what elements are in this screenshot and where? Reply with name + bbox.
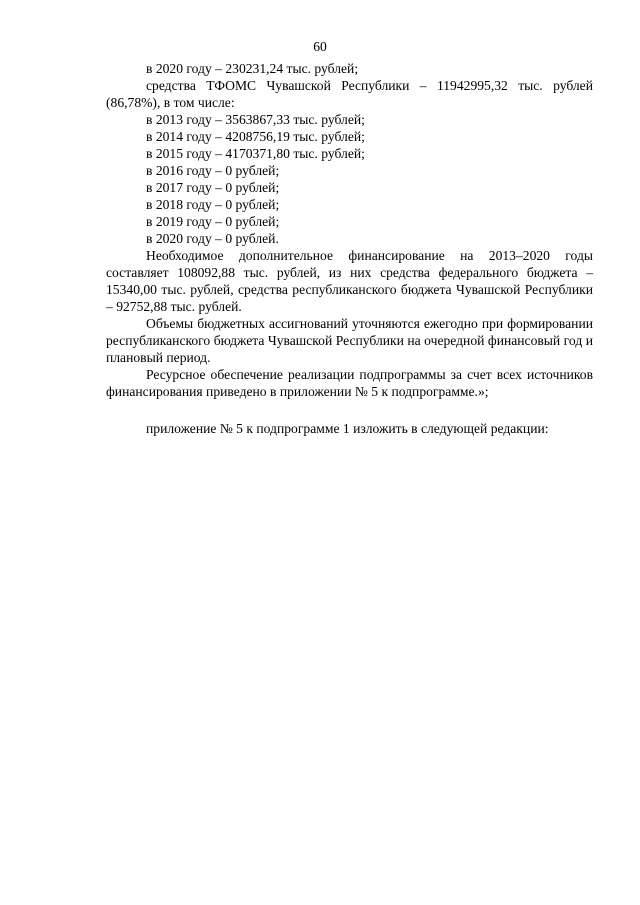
resource-support-paragraph: Ресурсное обеспечение реализации подпрограммы за счет всех источников финансирования приведено в приложении № 5 к подпрограмме.»; [106, 367, 593, 399]
funding-line-2019: в 2019 году – 0 рублей; [146, 214, 280, 229]
funding-line-2020: в 2020 году – 0 рублей. [146, 231, 279, 246]
funding-line-2017: в 2017 году – 0 рублей; [146, 180, 280, 195]
funding-line-2018: в 2018 году – 0 рублей; [146, 197, 280, 212]
funding-line-2015: в 2015 году – 4170371,80 тыс. рублей; [146, 146, 365, 161]
document-body [106, 60, 593, 437]
funding-line-2014: в 2014 году – 4208756,19 тыс. рублей; [146, 129, 365, 144]
tfoms-funding-paragraph: средства ТФОМС Чувашской Республики – 11942995,32 тыс. рублей (86,78%), в том числе: [106, 78, 593, 110]
paragraph-spacer [106, 400, 593, 420]
funding-line-2016: в 2016 году – 0 рублей; [146, 163, 280, 178]
appendix-instruction-paragraph: приложение № 5 к подпрограмме 1 изложить в следующей редакции: [146, 421, 549, 436]
page-number: 60 [313, 39, 327, 54]
funding-line-2020-total: в 2020 году – 230231,24 тыс. рублей; [146, 61, 359, 76]
funding-line-2013: в 2013 году – 3563867,33 тыс. рублей; [146, 112, 365, 127]
budget-allocations-paragraph: Объемы бюджетных ассигнований уточняются ежегодно при формировании республиканского бюджета Чувашской Республики на очередной финансовый год и плановый период. [106, 316, 593, 365]
additional-funding-paragraph: Необходимое дополнительное финансирование на 2013–2020 годы составляет 108092,88 тыс. рублей, из них средства федерального бюджета – 15340,00 тыс. рублей, средства республиканского бюджета Чувашской Республики – 92752,88 тыс. рублей. [106, 248, 593, 314]
